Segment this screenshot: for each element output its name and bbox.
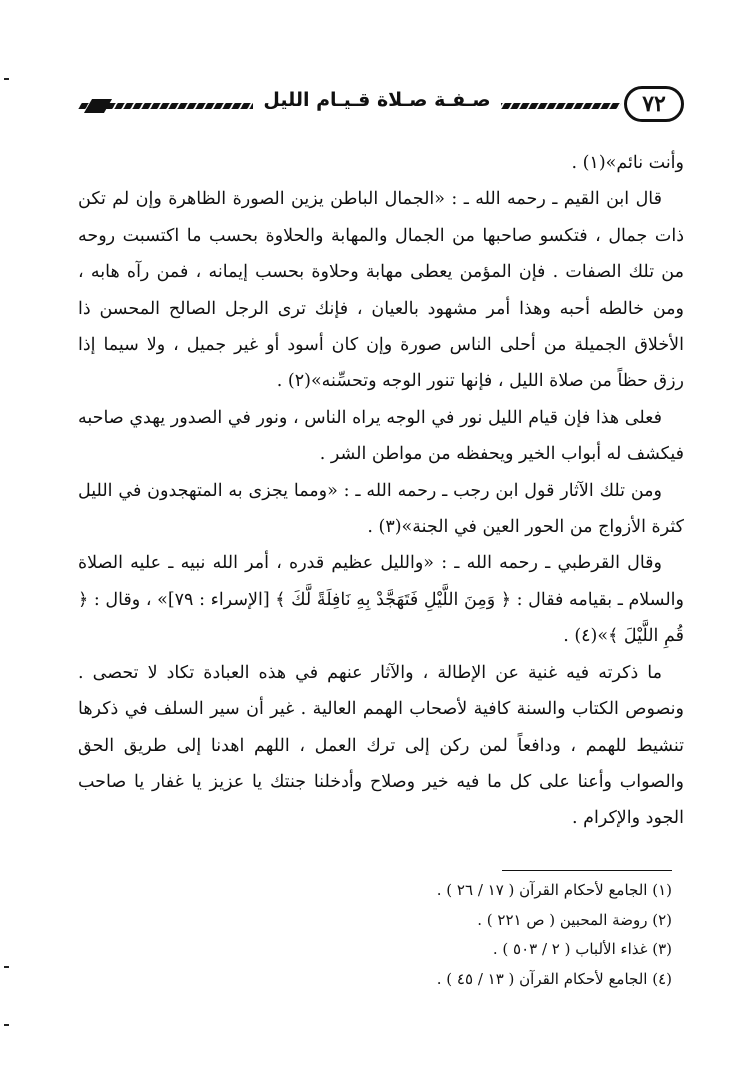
footnote: (٢) روضة المحبين ( ص ٢٢١ ) . xyxy=(477,910,672,929)
paragraph: ما ذكرته فيه غنية عن الإطالة ، والآثار عنهم في هذه العبادة تكاد لا تحصى . ونصوص الكتاب والسنة كافية لأصحاب الهمم العالية . غير أن سير السلف في ذكرها تنشيط للهمم ، ودافعاً لمن ركن إلى ترك العمل ، اللهم اهدنا إلى طريق الحق والصواب وأعنا على كل ما فيه خير وصلاح وأدخلنا جنتك يا عزيز يا غفار يا صاحب الجود والإكرام . xyxy=(78,662,684,829)
running-title xyxy=(70,89,684,111)
running-title-text: صـفـة صـلاة قـيـام الليل xyxy=(253,89,500,111)
footnote: (٣) غذاء الألباب ( ٢ / ٥٠٣ ) . xyxy=(492,940,672,958)
scan-mark xyxy=(4,966,9,968)
footnotes xyxy=(272,876,672,994)
footnote-separator xyxy=(502,870,672,871)
page-number: ٧٢ xyxy=(624,86,684,122)
paragraph: وقال القرطبي ـ رحمه الله ـ : «والليل عظيم قدره ، أمر الله نبيه ـ عليه الصلاة والسلام ـ بقيامه فقال : ﴿ وَمِنَ اللَّيْلِ فَتَهَجَّدْ بِهِ نَافِلَةً لَّكَ ﴾ [الإسراء : ٧٩]» ، وقال : ﴿ قُمِ اللَّيْلَ ﴾»(٤) . xyxy=(78,553,684,647)
footnote: (٤) الجامع لأحكام القرآن ( ١٣ / ٤٥ ) . xyxy=(436,969,672,988)
paragraph: فعلى هذا فإن قيام الليل نور في الوجه يراه الناس ، ونور في الصدور يهدي صاحبه فيكشف له أبواب الخير ويحفظه من مواطن الشر . xyxy=(78,407,684,465)
scan-mark xyxy=(4,78,9,80)
footnote: (١) الجامع لأحكام القرآن ( ١٧ / ٢٦ ) . xyxy=(436,881,672,899)
main-text xyxy=(78,145,684,837)
scan-mark xyxy=(4,1024,9,1026)
page-header xyxy=(70,86,684,126)
paragraph: وأنت نائم»(١) . xyxy=(571,153,684,173)
paragraph: قال ابن القيم ـ رحمه الله ـ : «الجمال الباطن يزين الصورة الظاهرة وإن لم تكن ذات جمال ، فتكسو صاحبها من الجمال والمهابة والحلاوة بحسب ما اكتسبت روحه من تلك الصفات . فإن المؤمن يعطى مهابة وحلاوة بحسب إيمانه ، فمن رآه هابه ، ومن خالطه أحبه وهذا أمر مشهود بالعيان ، فإنك ترى الرجل الصالح المحسن ذا الأخلاق الجميلة من أحلى الناس صورة وإن كان أسود أو غير جميل ، ولا سيما إذا رزق حظاً من صلاة الليل ، فإنها تنور الوجه وتحسِّنه»(٢) . xyxy=(78,189,684,392)
paragraph: ومن تلك الآثار قول ابن رجب ـ رحمه الله ـ : «ومما يجزى به المتهجدون في الليل كثرة الأزواج من الحور العين في الجنة»(٣) . xyxy=(78,480,684,538)
